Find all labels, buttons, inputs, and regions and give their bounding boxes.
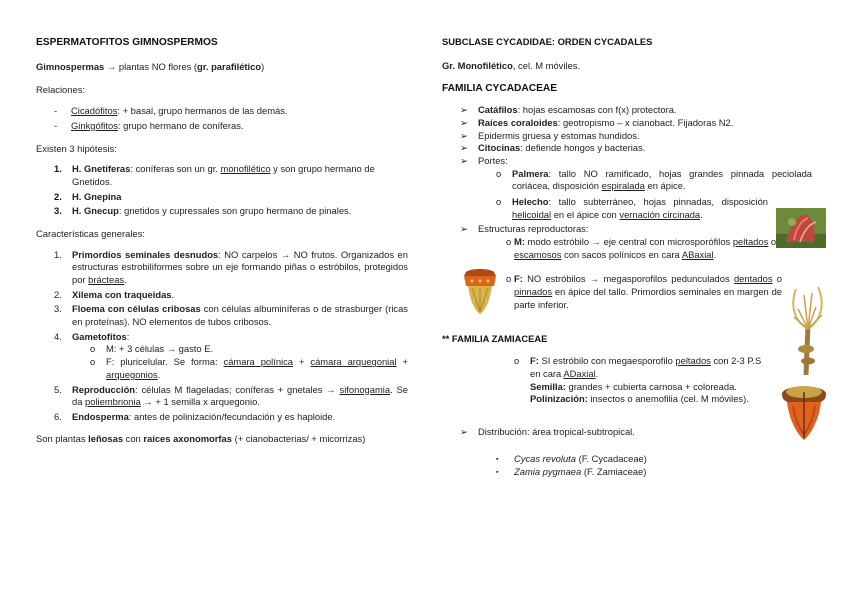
hipotesis-list xyxy=(54,163,408,218)
bullet-item: ➢ Catáfilos: hojas escamosas con f(x) protectora. xyxy=(460,104,677,116)
caract-item: 1. Primordios seminales desnudos: NO carpelos → NO frutos. Organizados en estructuras estrobiliformes sobre un eje formando piñas o estróbilos, protegidos por brácteas. xyxy=(54,248,408,286)
estructura-f: o F: NO estróbilos → megasporofilos pedunculados dentados o pinnados en ápice del tallo. Primordios seminales en margen de parte inferior. xyxy=(506,273,782,310)
relacion-item: - Ginkgófitos: grupo hermano de coníferas. xyxy=(54,119,244,131)
gimnospermas-def: Gimnospermas → plantas NO flores (gr. parafilético) xyxy=(36,60,265,72)
bullet-item: ➢ Estructuras reproductoras: xyxy=(460,223,589,235)
caract-item: 6. Endosperma: antes de polinización/fecundación y es haploide. xyxy=(54,410,336,422)
family-zamiaceae-title: ** FAMILIA ZAMIACEAE xyxy=(442,333,548,345)
helecho-cycad-photo xyxy=(776,208,826,248)
portes-sublist xyxy=(496,168,812,222)
bullet-item: ➢ Epidermis gruesa y estomas hundidos. xyxy=(460,129,640,141)
distribucion-item: ➢ Distribución: área tropical-subtropical. xyxy=(460,425,635,437)
species-list xyxy=(496,453,828,479)
zamia-polinizacion: Polinización: insectos o anemofilia (cel. M móviles). xyxy=(530,393,749,405)
species-item: ▪ Zamia pygmaea (F. Zamiaceae) xyxy=(496,465,647,477)
caracteristicas-label: Características generales: xyxy=(36,227,145,239)
megasporophyll-illustration xyxy=(786,285,828,375)
estructura-m: o M: modo estróbilo → eje central con microsporófilos peltados o escamosos con sacos polínicos en cara ABaxial. xyxy=(506,236,777,260)
zamia-semilla: Semilla: grandes + cubierta carnosa + coloreada. xyxy=(530,380,737,392)
bullet-item: ➢ Portes: xyxy=(460,154,508,166)
gametofito-m: o M: + 3 células → gasto E. xyxy=(90,343,214,355)
gametofito-f: o F: pluricelular. Se forma: cámara polínica + cámara arquegonial + arquegonios. xyxy=(90,356,408,380)
family-cycadaceae-title: FAMILIA CYCADACEAE xyxy=(442,83,558,95)
subclass-title: SUBCLASE CYCADIDAE: ORDEN CYCADALES xyxy=(442,36,653,47)
bullet-item: ➢ Citocinas: defiende hongos y bacterias. xyxy=(460,142,646,154)
page-title: ESPERMATOFITOS GIMNOSPERMOS xyxy=(36,37,218,48)
left-column xyxy=(36,36,408,445)
zamia-f: o F: SI estróbilo con megaesporofilo peltados con 2-3 P.S en cara ADaxial. xyxy=(514,355,762,379)
bullet-item: ➢ Raíces coraloides: geotropismo – x cianobact. Fijadoras N2. xyxy=(460,116,734,128)
species-item: ▪ Cycas revoluta (F. Cycadaceae) xyxy=(496,452,647,464)
monofiletico-line: Gr. Monofilético, cel. M móviles. xyxy=(442,59,581,71)
cycadaceae-list xyxy=(460,104,828,311)
relacion-item: - Cicadófitos: + basal, grupo hermanos de las demás. xyxy=(54,105,288,117)
male-strobilus-illustration xyxy=(460,266,500,316)
caract-item: 5. Reproducción: células M flageladas; coníferas + gnetales → sifonogamia. Se da poliembrionia → + 1 semilla x arquegonio. xyxy=(54,383,408,408)
hipotesis-label: Existen 3 hipótesis: xyxy=(36,142,117,154)
porte-palmera: o Palmera: tallo NO ramificado, hojas grandes pinnada peciolada coriácea, disposición espiralada en ápice. xyxy=(496,167,812,192)
caracteristicas-list xyxy=(54,249,408,424)
estructuras-sublist xyxy=(506,236,816,311)
hipotesis-item: 1. H. Gnetiferas: coníferas son un gr. monofilético y son grupo hermano de Gnetidos. xyxy=(54,163,375,187)
relaciones-list xyxy=(54,105,408,132)
right-column xyxy=(442,36,828,479)
relaciones-label: Relaciones: xyxy=(36,84,85,96)
zamiaceae-sublist xyxy=(514,355,772,406)
zamia-cone-illustration xyxy=(779,380,829,442)
hipotesis-item: 3. H. Gnecup: gnetidos y cupressales son grupo hermano de pinales. xyxy=(54,205,352,217)
caract-item: 3. Floema con células cribosas con células albuminíferas o de strasburger (ricas en proteínas). NO elementos de tubos cribosos. xyxy=(54,303,408,328)
caract-item: 2. Xilema con traqueidas. xyxy=(54,288,175,300)
hipotesis-item: 2. H. Gnepina xyxy=(54,190,122,202)
conclusion: Son plantas leñosas con raíces axonomorfas (+ cianobacterias/ + micorrizas) xyxy=(36,432,366,444)
caract-item: 4. Gametofitos: xyxy=(54,330,130,342)
porte-helecho: o Helecho: tallo subterráneo, hojas pinnadas, disposición helicoidal en el ápice con vernación circinada. xyxy=(496,195,768,220)
